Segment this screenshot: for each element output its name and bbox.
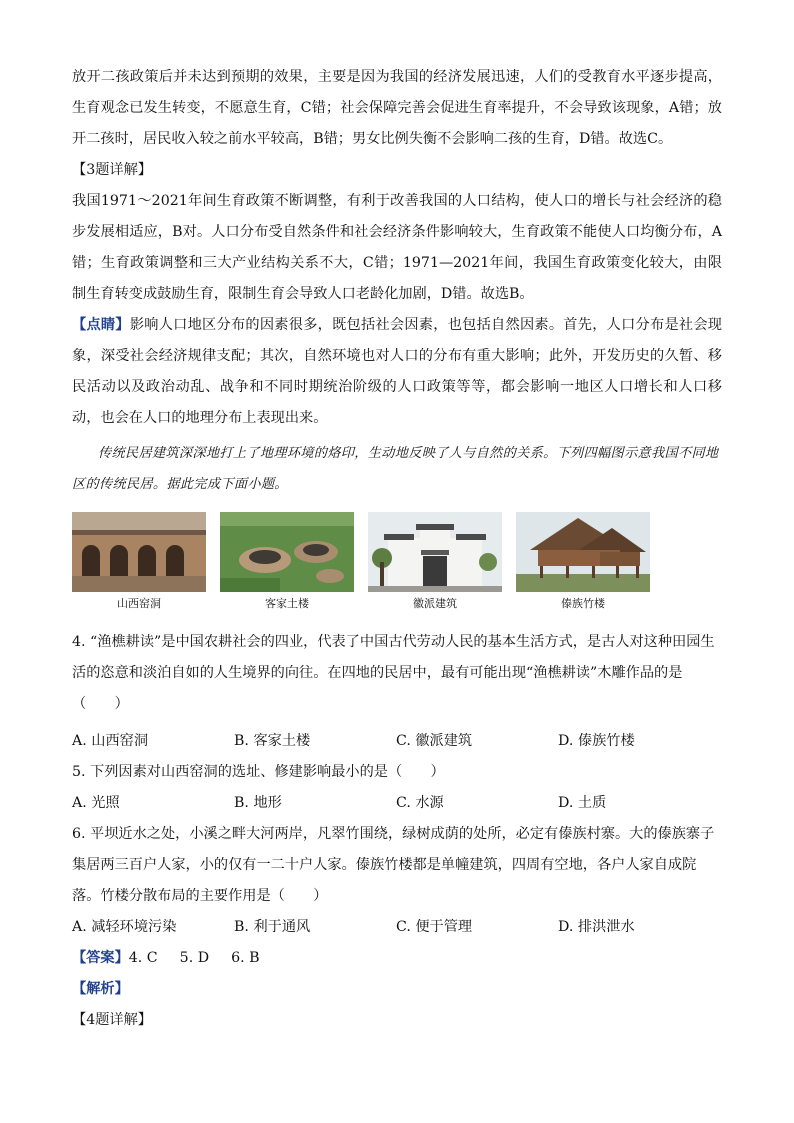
option: D. 傣族竹楼 xyxy=(558,733,635,749)
section4-heading: 【4题详解】 xyxy=(72,1012,152,1028)
question-6-stem: 6. 平坝近水之处，小溪之畔大河两岸，凡翠竹围绕，绿树成荫的处所，必定有傣族村寨。大的傣族寨子集居两三百户人家，小的仅有一二十户人家。傣族竹楼都是单幢建筑，四周有空地，各户人家自成院落。竹楼分散布局的主要作用是（ ） xyxy=(72,826,715,904)
question-6-options xyxy=(72,912,722,943)
figure-tulou xyxy=(220,512,354,613)
figure-caption: 徽派建筑 xyxy=(413,597,457,610)
hakka-tulou-photo-icon xyxy=(220,512,354,592)
figure-hui xyxy=(368,512,502,613)
answer-item: 5. D xyxy=(179,950,210,966)
option: A. 光照 xyxy=(72,795,120,811)
option: A. 山西窑洞 xyxy=(72,733,149,749)
figure-row xyxy=(72,512,722,613)
section3-text: 我国1971～2021年间生育政策不断调整，有利于改善我国的人口结构，使人口的增长与社会经济的稳步发展相适应，B对。人口分布受自然条件和社会经济条件影响较大，生育政策不能使人口均衡分布，A错；生育政策调整和三大产业结构关系不大，C错；1971—2021年间，我国生育政策变化较大，由限制生育转变成鼓励生育，限制生育会导致人口老龄化加剧，D错。故选B。 xyxy=(72,193,722,302)
intro-content: 传统民居建筑深深地打上了地理环境的烙印，生动地反映了人与自然的关系。下列四幅图示意我国不同地区的传统民居。据此完成下面小题。 xyxy=(72,446,719,492)
question-4-stem: 4. “渔樵耕读”是中国农耕社会的四业，代表了中国古代劳动人民的基本生活方式，是古人对这种田园生活的恣意和淡泊自如的人生境界的向往。在四地的民居中，最有可能出现“渔樵耕读”木雕作品的是（ ） xyxy=(72,634,715,712)
figure-dai xyxy=(516,512,650,613)
section3-heading: 【3题详解】 xyxy=(72,162,152,178)
pointer-text: 影响人口地区分布的因素很多，既包括社会因素，也包括自然因素。首先，人口分布是社会现象，深受社会经济规律支配；其次，自然环境也对人口的分布有重大影响；此外，开发历史的久暂、移民活动以及政治动乱、战争和不同时期统治阶级的人口政策等等，都会影响一地区人口增长和人口移动，也会在人口的地理分布上表现出来。 xyxy=(72,317,722,426)
question-5-stem: 5. 下列因素对山西窑洞的选址、修建影响最小的是（ ） xyxy=(72,764,445,780)
cave-dwelling-photo-icon xyxy=(72,512,206,592)
intro-text xyxy=(72,438,722,500)
question-5-options xyxy=(72,788,722,819)
option: C. 便于管理 xyxy=(396,919,473,935)
document-page xyxy=(72,62,722,1036)
hui-style-building-photo-icon xyxy=(368,512,502,592)
answer-line xyxy=(72,943,722,974)
dai-bamboo-house-photo-icon xyxy=(516,512,650,592)
figure-caption: 傣族竹楼 xyxy=(561,597,605,610)
option: B. 利于通风 xyxy=(234,919,311,935)
option: B. 地形 xyxy=(234,795,282,811)
option: D. 排洪泄水 xyxy=(558,919,635,935)
answer-item: 6. B xyxy=(231,950,260,966)
answer-label: 【答案】 xyxy=(72,950,129,966)
pointer-label: 【点睛】 xyxy=(72,317,130,333)
option: C. 水源 xyxy=(396,795,444,811)
answer-item: 4. C xyxy=(128,950,158,966)
figure-caption: 客家土楼 xyxy=(265,597,309,610)
pointer-paragraph xyxy=(72,310,722,434)
analysis-label: 【解析】 xyxy=(72,981,129,997)
option: D. 土质 xyxy=(558,795,607,811)
paragraph-top: 放开二孩政策后并未达到预期的效果，主要是因为我国的经济发展迅速，人们的受教育水平逐步提高，生育观念已发生转变，不愿意生育，C错；社会保障完善会促进生育率提升，不会导致该现象，A错；放开二孩时，居民收入较之前水平较高，B错；男女比例失衡不会影响二孩的生育，D错。故选C。 xyxy=(72,69,722,147)
question-4-options xyxy=(72,726,722,757)
figure-cave xyxy=(72,512,206,613)
figure-caption: 山西窑洞 xyxy=(117,597,161,610)
option: C. 徽派建筑 xyxy=(396,733,473,749)
option: B. 客家土楼 xyxy=(234,733,311,749)
option: A. 减轻环境污染 xyxy=(72,919,177,935)
